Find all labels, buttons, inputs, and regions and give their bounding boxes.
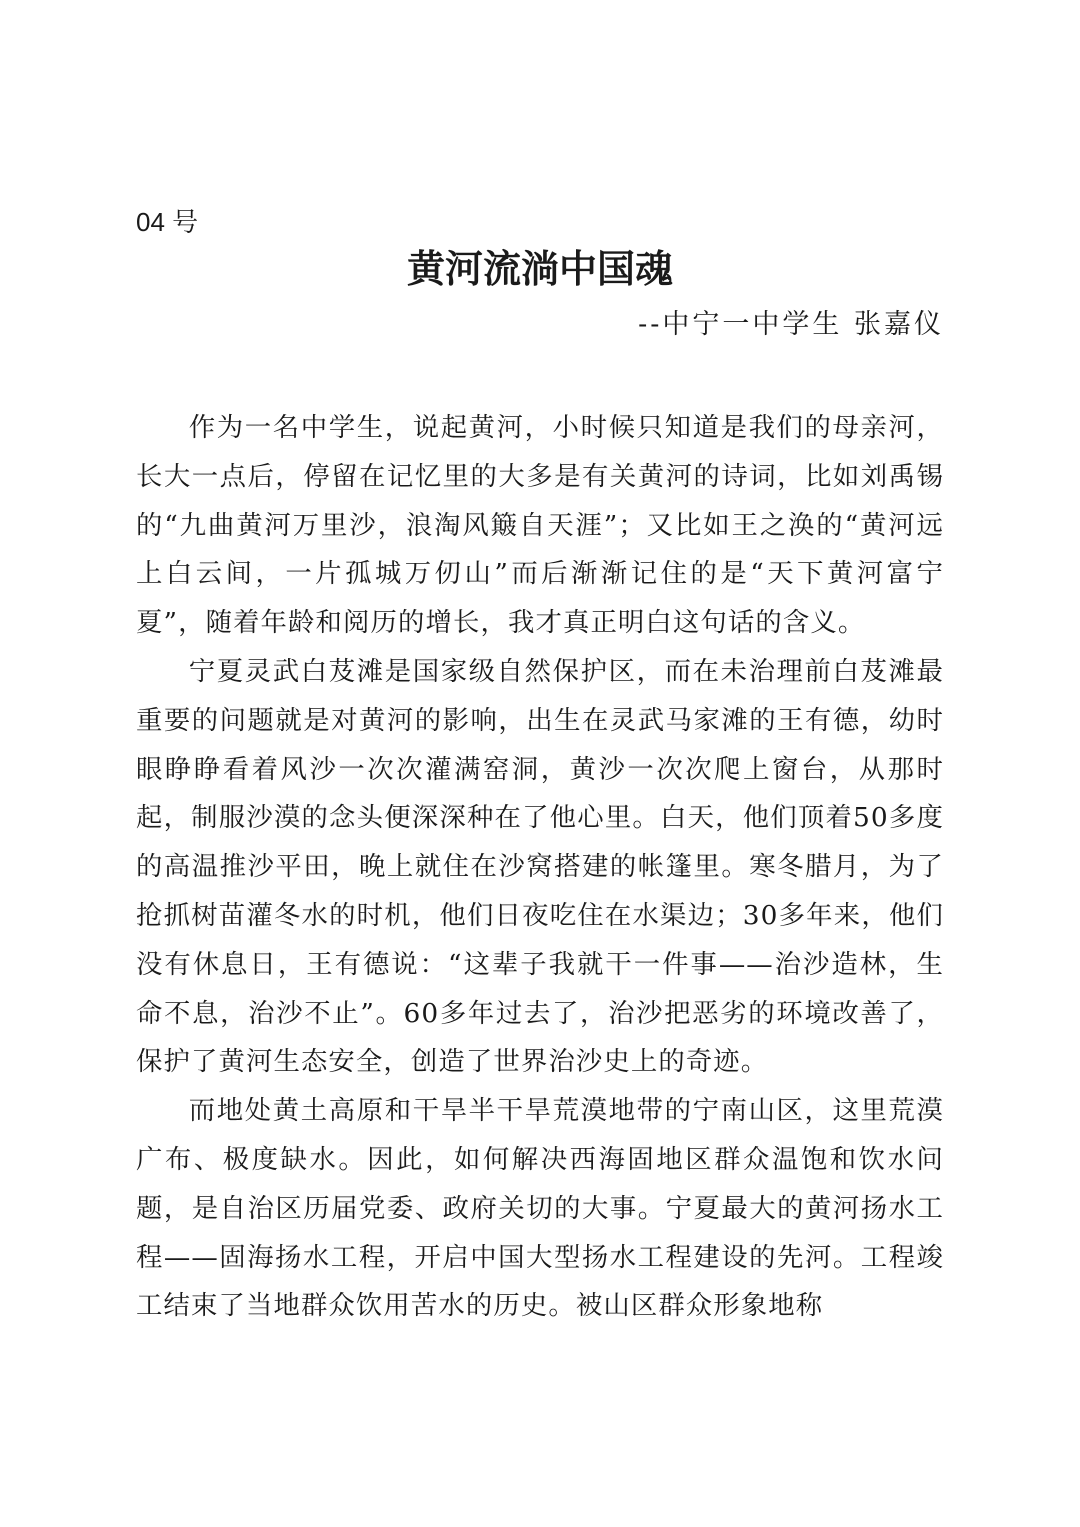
paragraph-1: 作为一名中学生，说起黄河，小时候只知道是我们的母亲河，长大一点后，停留在记忆里的大多是有关黄河的诗词，比如刘禹锡的“九曲黄河万里沙，浪淘风簸自天涯”；又比如王之涣的“黄河远上白云间，一片孤城万仞山”而后渐渐记住的是“天下黄河富宁夏”，随着年龄和阅历的增长，我才真正明白这句话的含义。 [136,412,944,639]
paragraph-3: 而地处黄土高原和干旱半干旱荒漠地带的宁南山区，这里荒漠广布、极度缺水。因此，如何解决西海固地区群众温饱和饮水问题，是自治区历届党委、政府关切的大事。宁夏最大的黄河扬水工程——固海扬水工程，开启中国大型扬水工程建设的先河。工程竣工结束了当地群众饮用苦水的历史。被山区群众形象地称 [136,1095,944,1322]
paragraph-2: 宁夏灵武白芨滩是国家级自然保护区，而在未治理前白芨滩最重要的问题就是对黄河的影响，出生在灵武马家滩的王有德，幼时眼睁睁看着风沙一次次灌满窑洞，黄沙一次次爬上窗台，从那时起，制服沙漠的念头便深深种在了他心里。白天，他们顶着50多度的高温推沙平田，晚上就住在沙窝搭建的帐篷里。寒冬腊月，为了抢抓树苗灌冬水的时机，他们日夜吃住在水渠边；30多年来，他们没有休息日，王有德说：“这辈子我就干一件事——治沙造林，生命不息，治沙不止”。60多年过去了，治沙把恶劣的环境改善了，保护了黄河生态安全，创造了世界治沙史上的奇迹。 [136,655,944,1078]
article-author: --中宁一中学生 张嘉仪 [638,309,944,340]
article-title: 黄河流淌中国魂 [406,246,673,291]
article-body [136,404,944,1331]
page-number: 04 号 [136,207,199,237]
